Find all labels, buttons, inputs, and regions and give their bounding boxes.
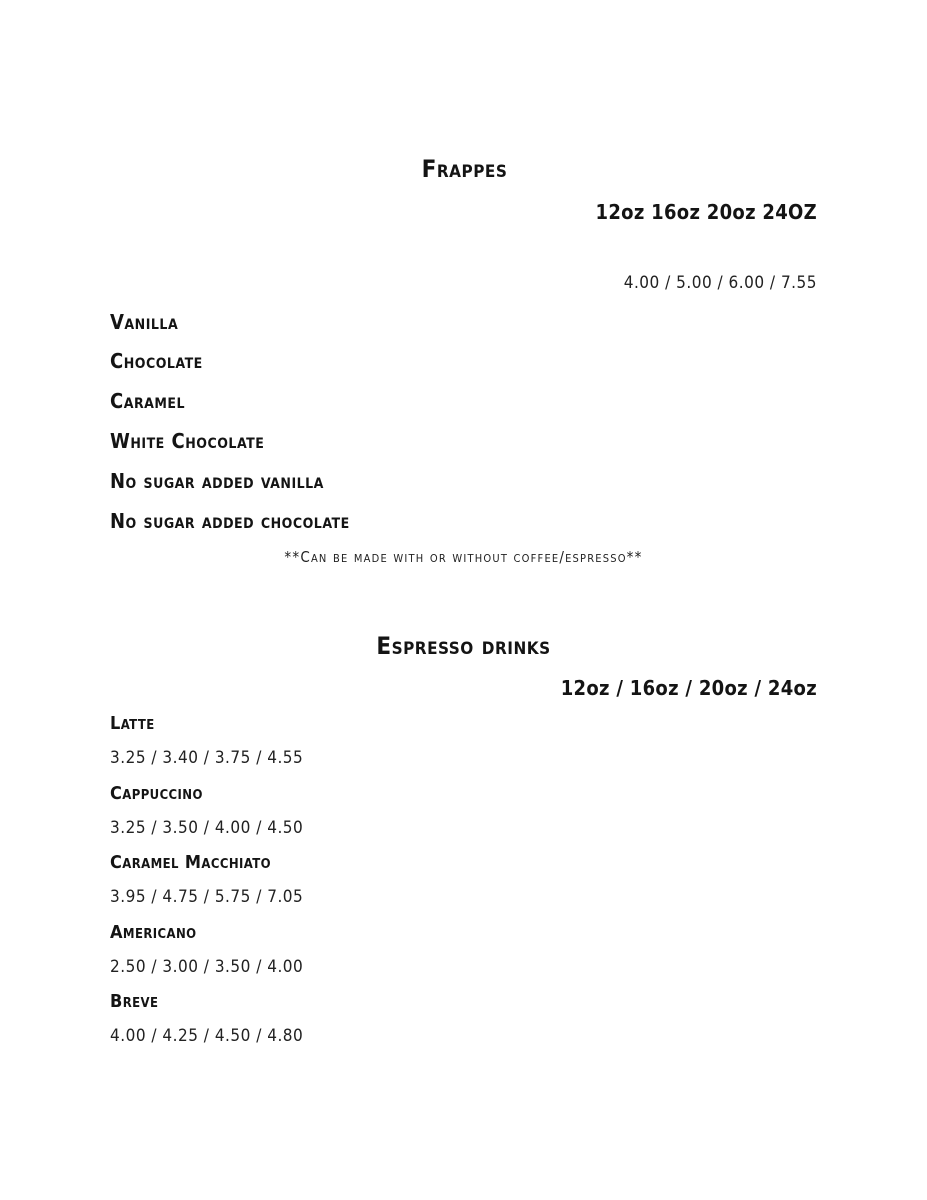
frappe-item-vanilla: Vanilla [110,310,179,334]
frappe-item-nsa-vanilla: No sugar added vanilla [110,469,324,493]
frappe-item-nsa-chocolate: No sugar added chocolate [110,509,350,533]
espresso-price-cappuccino: 3.25 / 3.50 / 4.00 / 4.50 [110,818,304,838]
frappes-note: **Can be made with or without coffee/espresso** [284,548,643,566]
espresso-price-caramel-macchiato: 3.95 / 4.75 / 5.75 / 7.05 [110,887,304,907]
espresso-price-breve: 4.00 / 4.25 / 4.50 / 4.80 [110,1026,304,1046]
frappe-item-caramel: Caramel [110,389,186,413]
espresso-price-americano: 2.50 / 3.00 / 3.50 / 4.00 [110,957,304,977]
frappes-title: Frappes [421,155,508,183]
espresso-item-breve: Breve [110,991,159,1012]
espresso-item-latte: Latte [110,713,155,734]
frappes-prices: 4.00 / 5.00 / 6.00 / 7.55 [623,273,817,293]
espresso-sizes: 12oz / 16oz / 20oz / 24oz [560,676,817,700]
espresso-item-cappuccino: Cappuccino [110,783,203,804]
frappe-item-chocolate: Chocolate [110,349,203,373]
frappe-item-white-chocolate: White Chocolate [110,429,265,453]
espresso-price-latte: 3.25 / 3.40 / 3.75 / 4.55 [110,748,304,768]
frappes-sizes: 12oz 16oz 20oz 24OZ [595,200,817,224]
espresso-item-caramel-macchiato: Caramel Macchiato [110,852,271,873]
espresso-title: Espresso drinks [376,632,551,660]
espresso-item-americano: Americano [110,922,197,943]
